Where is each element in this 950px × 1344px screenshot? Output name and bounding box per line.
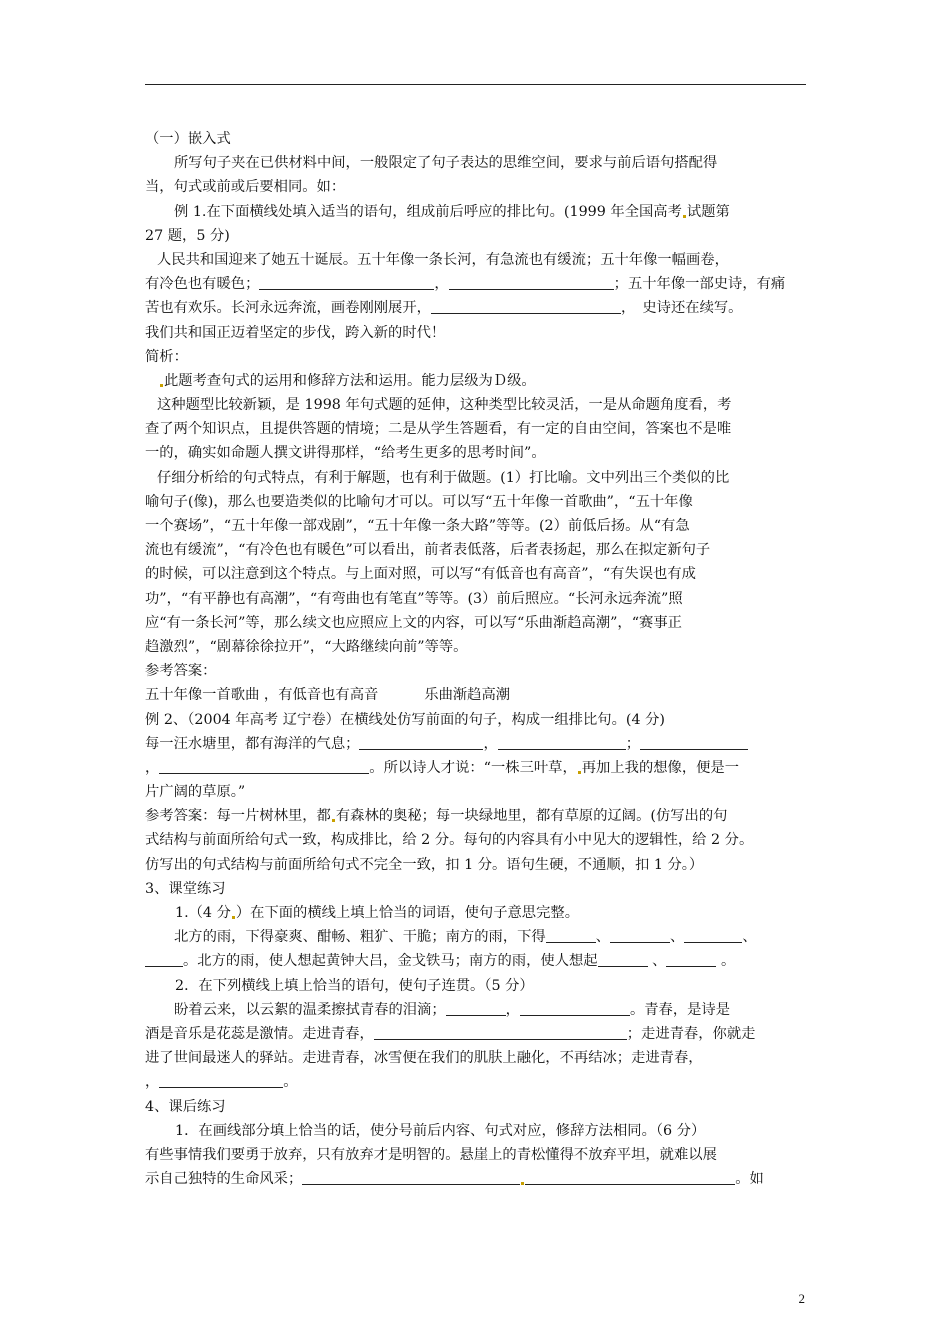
example-text: 我们共和国正迈着坚定的步伐，跨入新的时代！: [145, 324, 446, 341]
analysis-label: 简析：: [145, 348, 188, 365]
section-title: 4、课后练习: [145, 1098, 226, 1115]
question-intro: 2．在下列横线上填上恰当的语句，使句子连贯。（5 分）: [175, 977, 534, 994]
page-number: 2: [798, 1291, 805, 1306]
answer-line: 仿写出的句式结构与前面所给句式不完全一致，扣 1 分。语句生硬，不通顺，扣 1 分。）: [145, 856, 704, 873]
example-text: 苦也有欢乐。长河永远奔流，画卷刚刚展开， ， 史诗还在续写。: [145, 300, 743, 317]
analysis-line: 功”，“有平静也有高潮”，“有弯曲也有笔直”等等。(3）前后照应。“长河永远奔流”照: [145, 590, 683, 607]
example-text: 片广阔的草原。”: [145, 784, 246, 801]
document-body: [145, 127, 810, 1191]
answer-blank[interactable]: [159, 758, 369, 774]
question-intro: 1.（4 分 ）在下面的横线上填上恰当的词语，使句子意思完整。: [175, 905, 579, 921]
question-text: 示自己独特的生命风采； 。如: [145, 1171, 764, 1188]
answer-blank[interactable]: [498, 734, 626, 750]
answer-blank[interactable]: [598, 951, 648, 967]
answer-blank[interactable]: [446, 1000, 506, 1016]
analysis-line: 此题考查句式的运用和修辞方法和运用。能力层级为Ｄ级。: [145, 369, 810, 393]
answer-blank[interactable]: [374, 1024, 627, 1040]
analysis-line: 趋激烈”，“剧幕徐徐拉开”，“大路继续向前”等等。: [145, 638, 468, 655]
marker-dot: [578, 771, 581, 774]
answer-blank[interactable]: [159, 1072, 283, 1088]
answer-blank[interactable]: [431, 298, 621, 314]
marker-dot: [232, 916, 235, 919]
section-title: 3、课堂练习: [145, 880, 226, 897]
analysis-line: 仔细分析给的句式特点，有利于解题，也有利于做题。(1）打比喻。文中列出三个类似的比: [157, 469, 730, 486]
example-text: 人民共和国迎来了她五十诞辰。五十年像一条长河，有急流也有缓流；五十年像一幅画卷，: [157, 251, 729, 268]
question-text: 进了世间最迷人的驿站。走进青春，冰雪便在我们的肌肤上融化，不再结冰；走进青春，: [145, 1050, 703, 1067]
question-text: 有些事情我们要勇于放弃，只有放弃才是明智的。悬崖上的青松懂得不放弃平坦，就难以展: [145, 1146, 717, 1163]
analysis-line: 应“有一条长河”等，那么续文也应照应上文的内容，可以写“乐曲渐趋高潮”，“赛事正: [145, 614, 682, 631]
answer-blank[interactable]: [145, 951, 183, 967]
analysis-line: 一个赛场”，“五十年像一部戏剧”，“五十年像一条大路”等等。(2）前低后扬。从“有急: [145, 518, 690, 534]
analysis-line: 的时候，可以注意到这个特点。与上面对照，可以写“有低音也有高音”，“有失误也有成: [145, 566, 696, 583]
analysis-line: 这种题型比较新颖，是 1998 年句式题的延伸，这种类型比较灵活，一是从命题角度看，考: [157, 397, 732, 414]
answer-blank[interactable]: [520, 1000, 630, 1016]
question-intro: 1．在画线部分填上恰当的话，使分号前后内容、句式对应，修辞方法相同。（6 分）: [175, 1122, 706, 1139]
answer-blank[interactable]: [259, 274, 434, 290]
answer-line: 参考答案：每一片树林里，都 有森林的奥秘；每一块绿地里，都有草原的辽阔。(仿写出的句: [145, 808, 728, 825]
answer-blank[interactable]: [525, 1169, 735, 1185]
example-text: ， 。所以诗人才说：“一株三叶草， 再加上我的想像，便是一: [145, 759, 740, 776]
answer-blank[interactable]: [610, 927, 670, 943]
marker-dot: [160, 384, 163, 387]
question-text: ， 。: [145, 1074, 298, 1091]
example-intro: 例 2、（2004 年高考 辽宁卷）在横线处仿写前面的句子，构成一组排比句。(4 分): [145, 711, 665, 728]
answer-blank[interactable]: [546, 927, 596, 943]
answer-blank[interactable]: [302, 1169, 520, 1185]
example-text: 有冷色也有暖色； ， ；五十年像一部史诗，有痛: [145, 276, 786, 293]
question-text: 。北方的雨，使人想起黄钟大吕，金戈铁马；南方的雨，使人想起 、 。: [145, 949, 810, 973]
answer-line: 五十年像一首歌曲 ，有低音也有高音 乐曲渐趋高潮: [145, 687, 511, 704]
answer-blank[interactable]: [359, 734, 483, 750]
example-intro: 例 1.在下面横线处填入适当的语句，组成前后呼应的排比句。(1999 年全国高考 试题第: [174, 203, 730, 220]
marker-dot: [683, 215, 686, 218]
answer-blank[interactable]: [684, 927, 742, 943]
marker-dot: [332, 819, 335, 822]
answer-blank[interactable]: [640, 734, 748, 750]
paragraph-line: 所写句子夹在已供材料中间，一般限定了句子表达的思维空间，要求与前后语句搭配得: [174, 155, 718, 172]
question-text: 酒是音乐是花蕊是激情。走进青春， ；走进青春，你就走: [145, 1025, 756, 1042]
answer-blank[interactable]: [449, 274, 614, 290]
question-text: 北方的雨，下得豪爽、酣畅、粗犷、干脆；南方的雨，下得 、 、 、: [174, 929, 757, 946]
analysis-line: 流也有缓流”，“有冷色也有暖色”可以看出，前者表低落，后者表扬起，那么在拟定新句子: [145, 542, 711, 559]
answer-label: 参考答案：: [145, 663, 217, 680]
example-intro: 27 题，5 分): [145, 227, 230, 244]
analysis-line: 一的，确实如命题人撰文讲得那样，“给考生更多的思考时间”。: [145, 445, 546, 462]
paragraph-line: 当，句式或前或后要相同。如：: [145, 179, 346, 196]
marker-dot: [521, 1182, 524, 1185]
answer-blank[interactable]: [666, 951, 716, 967]
example-text: 每一汪水塘里，都有海洋的气息； ， ；: [145, 732, 810, 756]
header-rule: [145, 84, 806, 85]
analysis-line: 喻句子(像)，那么也要造类似的比喻句才可以。可以写“五十年像一首歌曲”，“五十年像: [145, 493, 693, 510]
section-title: （一）嵌入式: [145, 131, 231, 147]
analysis-line: 查了两个知识点，且提供答题的情境；二是从学生答题看，有一定的自由空间，答案也不是唯: [145, 421, 732, 438]
answer-line: 式结构与前面所给句式一致，构成排比，给 2 分。每句的内容具有小中见大的逻辑性，给 2 分。: [145, 832, 754, 849]
question-text: 盼着云来，以云絮的温柔擦拭青春的泪滴； ， 。青春，是诗是: [174, 1001, 731, 1018]
